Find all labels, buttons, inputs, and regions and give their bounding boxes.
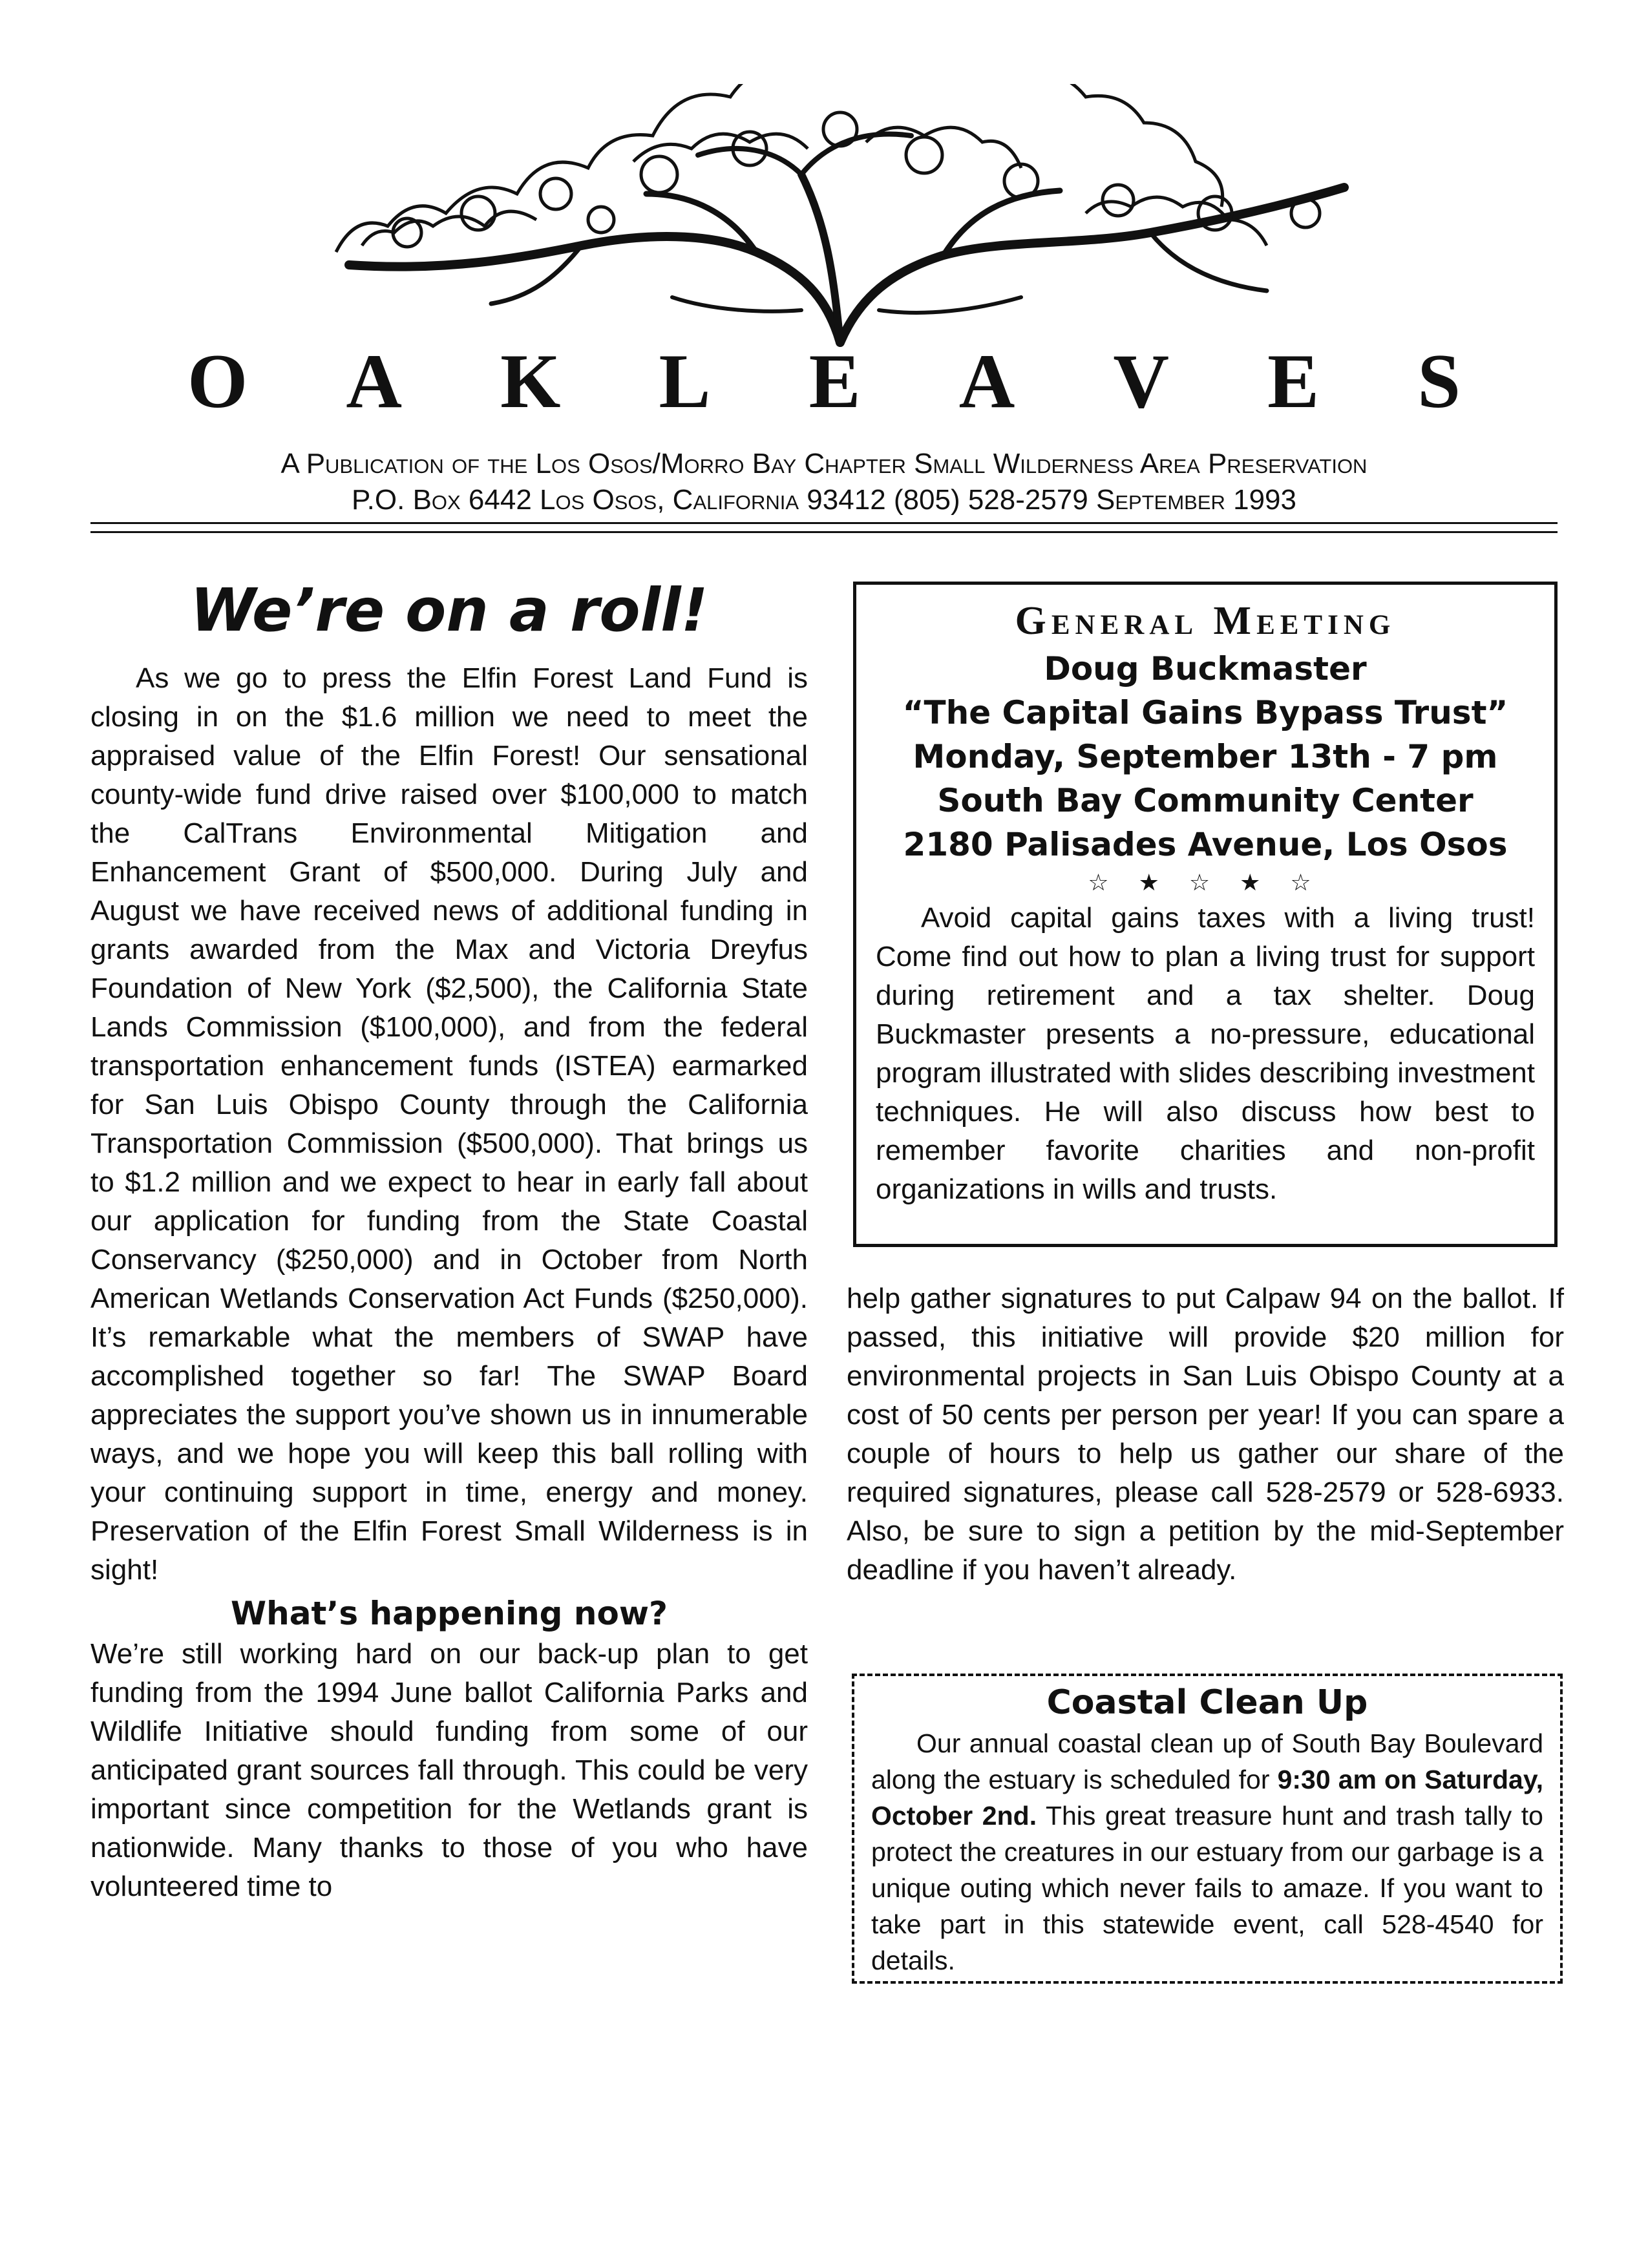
meeting-body: Avoid capital gains taxes with a living trust! Come find out how to plan a living trust for support during retirement and a tax shelter. Doug Buckmaster presents a no-pressure, educational program illustrated with slides describing investment techniques. He will also discuss how best to remember favorite charities and non-profit organizations in wills and trusts. [876,902,1535,1205]
lead-article-body: As we go to press the Elfin Forest Land Fund is closing in on the $1.6 million we need to meet the appraised value of the Elfin Forest! Our sensational county-wide fund drive raised over $100,000 to match the CalTrans Environmental Mitigation and Enhancement Grant of $500,000. During July and August we have received news of additional funding in grants awarded from the Max and Victoria Dreyfus Foundation of New York ($2,500), the California State Lands Commission ($100,000), and from the federal transportation enhancement funds (ISTEA) earmarked for San Luis Obispo County through the California Transportation Commission ($500,000). That brings us to $1.2 million and we expect to hear in early fall about our application for funding from the State Coastal Conservancy ($250,000) and in October from North American Wetlands Conservation Act Funds ($250,000). It’s remarkable what the members of SWAP have accomplished together so far! The SWAP Board appreciates the support you’ve shown us in innumerable ways, and we hope you will keep this ball rolling with your continuing support in time, energy and money. Preservation of the Elfin Forest Small Wilderness is in sight! [90,662,808,1586]
happening-now-subhead: What’s happening now? [230,1595,668,1632]
coastal-cleanup-box [852,1674,1563,1984]
left-column [90,575,808,1906]
star-ornament: ☆ ★ ☆ ★ ☆ [1088,869,1323,896]
general-meeting-box [853,582,1558,1247]
cleanup-text: Our annual coastal clean up of South Bay Boulevard along the estuary is scheduled for [871,1728,1543,1794]
happening-now-continued: help gather signatures to put Calpaw 94 on the ballot. If passed, this initiative will provide $20 million for environmental projects in San Luis Obispo County at a cost of 50 cents per person per year! If you can spare a couple of hours to help us gather our share of the required signatures, please call 528-2579 or 528-6933. Also, be sure to sign a petition by the mid-September deadline if you haven’t already. [847,1283,1564,1586]
meeting-address: 2180 Palisades Avenue, Los Osos [903,826,1508,863]
oak-tree-logo [310,84,1370,355]
address-line: P.O. Box 6442 Los Osos, California 93412 (805) 528-2579 September 1993 [352,484,1296,516]
meeting-datetime: Monday, September 13th - 7 pm [913,738,1498,775]
cleanup-text: This great treasure hunt and trash tally to protect the creatures in our estuary from our garbage is a unique outing which never fails to amaze. If you want to take part in this statewide event, call 528-4540 for details. [871,1801,1543,1975]
divider [90,522,1558,524]
meeting-topic: “The Capital Gains Bypass Trust” [902,694,1508,731]
masthead-title [187,336,1461,426]
lead-headline: We’re on a roll! [190,576,708,645]
masthead-letter: E [1267,338,1320,424]
meeting-speaker: Doug Buckmaster [1044,650,1367,688]
masthead-letter: S [1417,338,1461,424]
publisher-line: A Publication of the Los Osos/Morro Bay Chapter Small Wilderness Area Preservation [280,448,1368,479]
masthead-letter: K [500,338,561,424]
divider [90,531,1558,533]
masthead-letter: E [808,338,861,424]
right-column-continuation [847,1279,1564,1590]
cleanup-date: 9:30 am on Saturday, October 2nd. [871,1765,1543,1831]
masthead-letter: A [346,338,403,424]
happening-now-body: We’re still working hard on our back-up plan to get funding from the 1994 June ballot California Parks and Wildlife Initiative should funding from some of our anticipated grant sources fall through. This could be very important since competition for the Wetlands grant is nationwide. Many thanks to those of you who have volunteered time to [90,1638,808,1902]
masthead-letter: O [187,338,248,424]
masthead-letter: A [958,338,1015,424]
meeting-title: General Meeting [1015,599,1396,643]
masthead-letter: L [659,338,711,424]
masthead-letter: V [1113,338,1170,424]
cleanup-title: Coastal Clean Up [1046,1683,1368,1722]
cleanup-body [871,1725,1543,1979]
meeting-venue: South Bay Community Center [937,782,1474,819]
